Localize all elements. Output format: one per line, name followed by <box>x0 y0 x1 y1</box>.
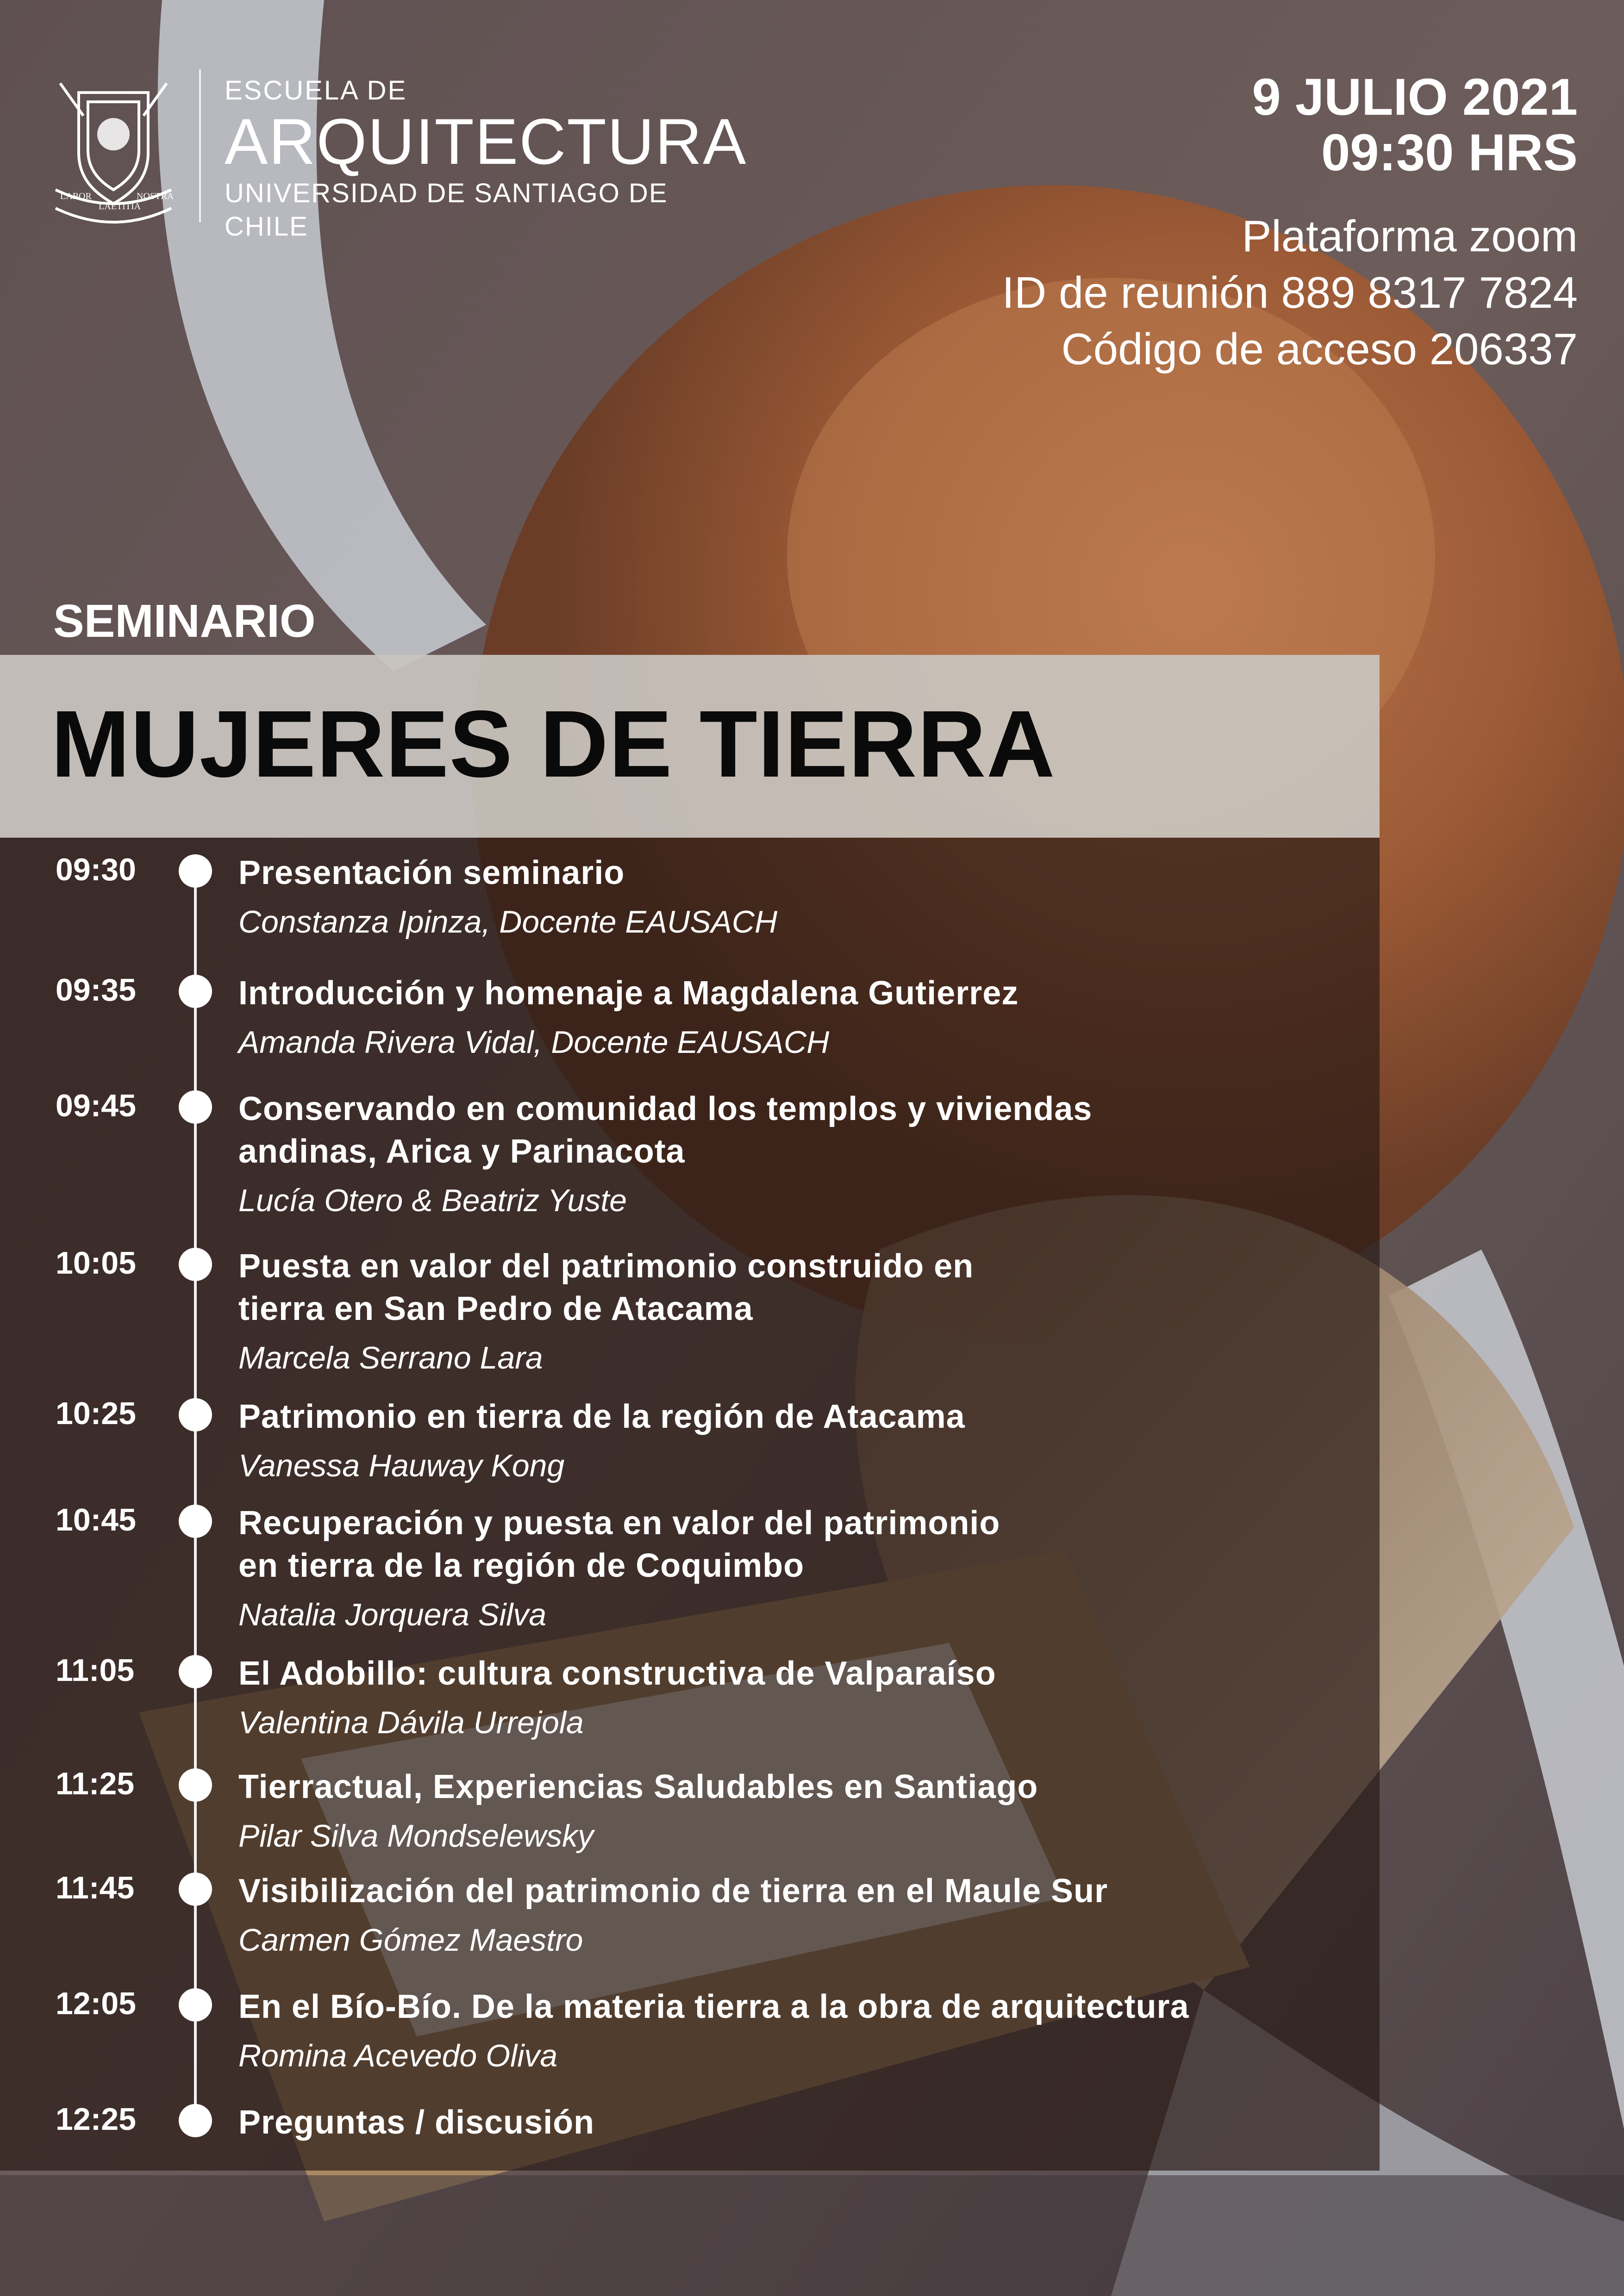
svg-text:LAETITIA: LAETITIA <box>99 201 141 212</box>
program-speaker: Amanda Rivera Vidal, Docente EAUSACH <box>238 1025 830 1060</box>
timeline-dot <box>179 975 212 1008</box>
timeline-dot <box>179 1248 212 1281</box>
timeline-line <box>194 870 197 2129</box>
event-info <box>1002 69 1578 378</box>
access-code: Código de acceso 206337 <box>1061 324 1578 374</box>
program-speaker: Constanza Ipinza, Docente EAUSACH <box>238 904 778 940</box>
timeline-dot <box>179 2104 212 2137</box>
program-time: 09:35 <box>56 972 136 1008</box>
logo-line-school: ESCUELA DE <box>225 75 407 106</box>
program-title <box>238 1870 1368 1912</box>
timeline-dot <box>179 1988 212 2022</box>
event-date: 9 JULIO 2021 <box>1252 68 1578 126</box>
program-time: 12:25 <box>56 2102 136 2137</box>
program-speaker: Marcela Serrano Lara <box>238 1340 543 1375</box>
program-title <box>238 972 1368 1014</box>
program-title-line: Recuperación y puesta en valor del patrimonio <box>238 1505 1000 1542</box>
program-title-line: Presentación seminario <box>238 854 625 891</box>
program-title <box>238 1245 1368 1330</box>
program-title <box>238 2101 1368 2144</box>
program-time: 10:05 <box>56 1245 136 1281</box>
seminar-label: SEMINARIO <box>53 595 316 647</box>
timeline-dot <box>179 1090 212 1124</box>
svg-text:LABOR: LABOR <box>60 191 92 201</box>
program-title <box>238 1502 1368 1587</box>
program-title-line: Introducción y homenaje a Magdalena Gutierrez <box>238 975 1019 1012</box>
program-speaker: Vanessa Hauway Kong <box>238 1448 565 1483</box>
program-title <box>238 852 1368 894</box>
program-speaker: Romina Acevedo Oliva <box>238 2038 558 2073</box>
program-title-line: El Adobillo: cultura constructiva de Valparaíso <box>238 1655 996 1692</box>
logo-line-university: UNIVERSIDAD DE SANTIAGO DE CHILE <box>225 178 668 242</box>
program-time: 11:25 <box>56 1766 135 1801</box>
event-time: 09:30 HRS <box>1321 124 1578 181</box>
program-title-line: en tierra de la región de Coquimbo <box>238 1547 805 1584</box>
program-speaker: Pilar Silva Mondselewsky <box>238 1818 594 1854</box>
program-title <box>238 1985 1368 2028</box>
program-time: 12:05 <box>56 1986 136 2021</box>
school-logo <box>51 65 747 242</box>
program-title-line: Visibilización del patrimonio de tierra en el Maule Sur <box>238 1873 1108 1910</box>
program-title-line: Patrimonio en tierra de la región de Atacama <box>238 1398 965 1435</box>
program-time: 10:25 <box>56 1396 136 1431</box>
timeline-dot <box>179 1505 212 1538</box>
event-platform: Plataforma zoom <box>1242 212 1578 261</box>
university-crest-icon <box>51 65 176 227</box>
program-time: 09:45 <box>56 1088 136 1123</box>
timeline-dot <box>179 854 212 888</box>
program-speaker: Natalia Jorquera Silva <box>238 1597 547 1632</box>
program-title-line: tierra en San Pedro de Atacama <box>238 1290 753 1327</box>
timeline-dot <box>179 1768 212 1802</box>
page-title: MUJERES DE TIERRA <box>51 691 1056 797</box>
svg-text:NOSTRA: NOSTRA <box>137 191 174 201</box>
program-speaker: Carmen Gómez Maestro <box>238 1923 583 1958</box>
program-time: 10:45 <box>56 1502 136 1537</box>
timeline-dot <box>179 1655 212 1688</box>
logo-divider <box>199 69 201 222</box>
program-title-line: Preguntas / discusión <box>238 2104 595 2141</box>
program-time: 09:30 <box>56 852 136 887</box>
program-speaker: Lucía Otero & Beatriz Yuste <box>238 1183 627 1218</box>
program-title <box>238 1766 1368 1808</box>
program-title-line: Conservando en comunidad los templos y viviendas <box>238 1090 1093 1127</box>
program-time: 11:05 <box>56 1653 135 1688</box>
program-speaker: Valentina Dávila Urrejola <box>238 1705 584 1740</box>
program-title-line: Tierractual, Experiencias Saludables en Santiago <box>238 1768 1038 1805</box>
program-time: 11:45 <box>56 1870 135 1905</box>
program-title-line: En el Bío-Bío. De la materia tierra a la obra de arquitectura <box>238 1988 1189 2025</box>
timeline-dot <box>179 1398 212 1431</box>
program-title <box>238 1652 1368 1695</box>
meeting-id: ID de reunión 889 8317 7824 <box>1002 268 1578 317</box>
logo-text <box>225 74 747 243</box>
program-title <box>238 1395 1368 1438</box>
program-title-line: Puesta en valor del patrimonio construido en <box>238 1248 974 1285</box>
program-title-line: andinas, Arica y Parinacota <box>238 1133 685 1170</box>
timeline-dot <box>179 1873 212 1906</box>
logo-line-architecture: ARQUITECTURA <box>225 105 747 178</box>
program-title <box>238 1088 1368 1173</box>
